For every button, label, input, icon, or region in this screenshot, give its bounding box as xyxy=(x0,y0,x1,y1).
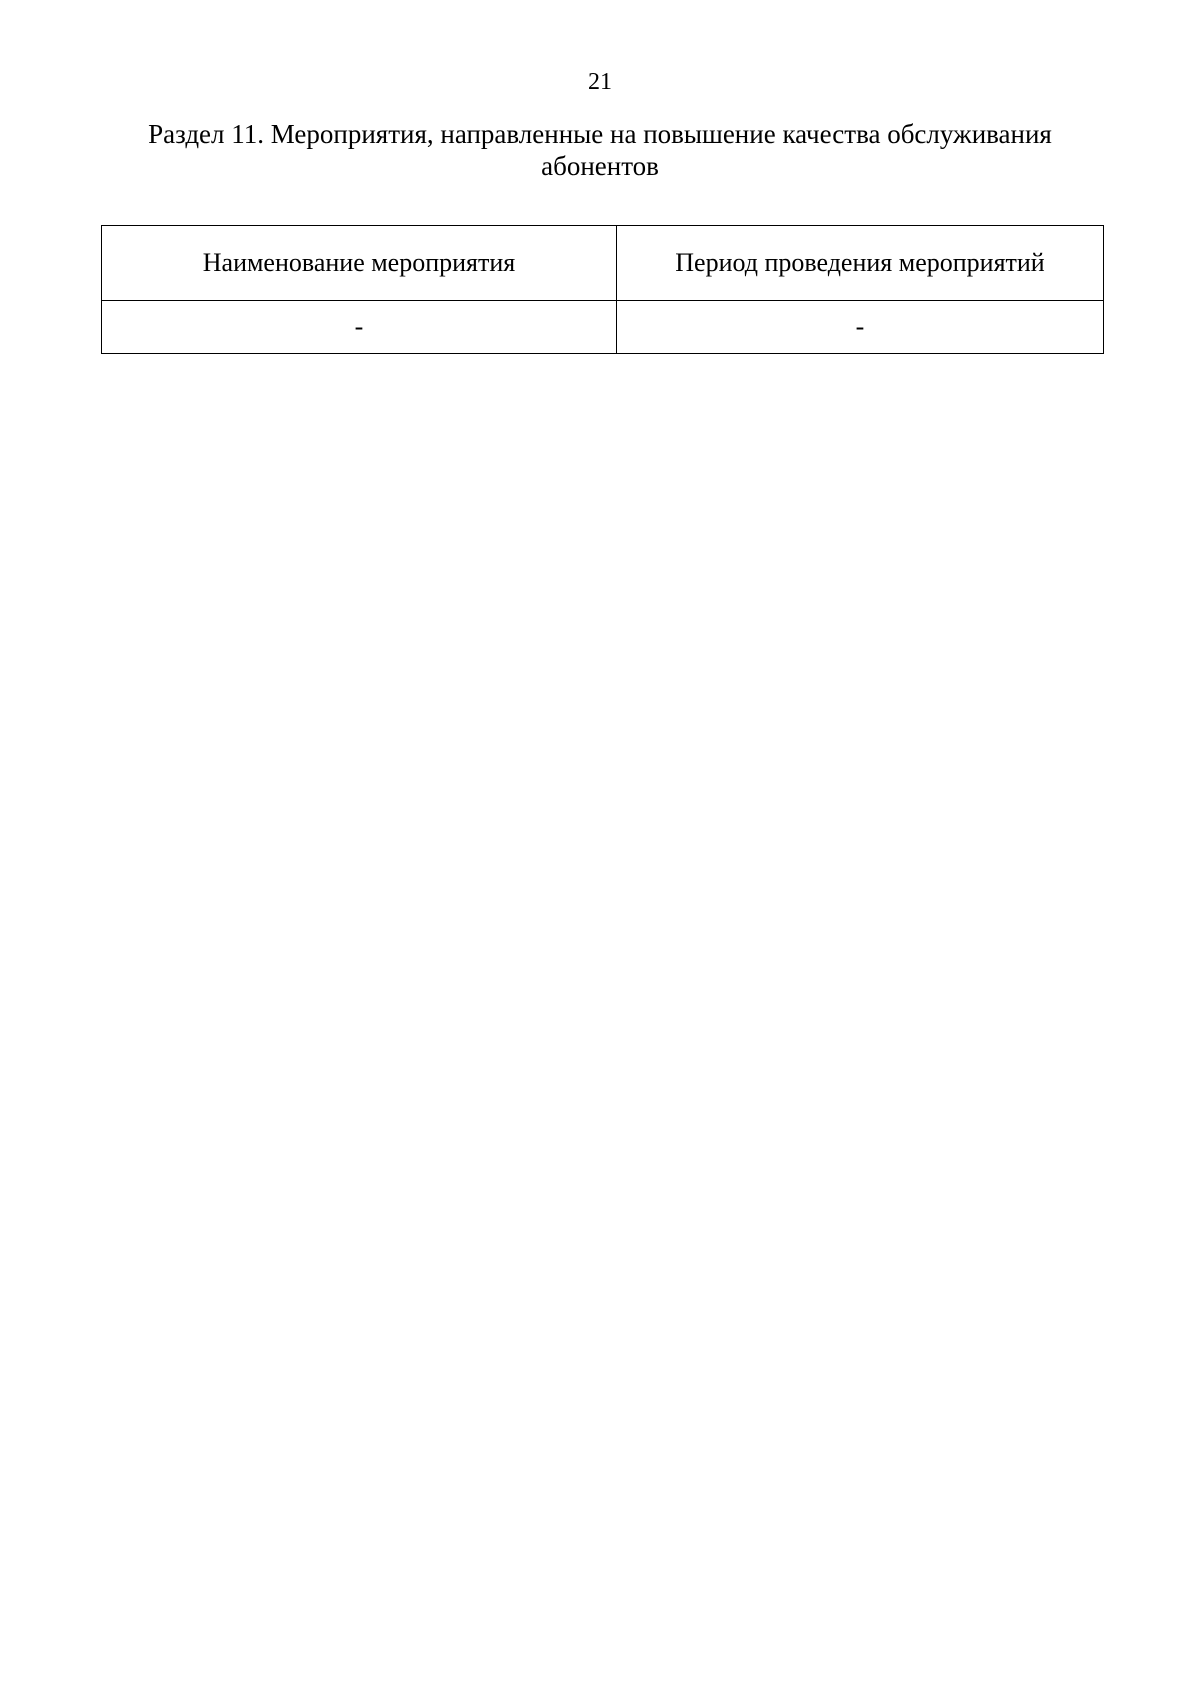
section-title xyxy=(100,118,1100,182)
table-cell-event-name: - xyxy=(102,301,617,354)
section-title-line-1: Раздел 11. Мероприятия, направленные на повышение качества обслуживания xyxy=(148,119,1052,149)
table-header-row xyxy=(102,226,1104,301)
table-row xyxy=(102,301,1104,354)
section-title-line-2: абонентов xyxy=(541,151,659,181)
table-cell-event-period: - xyxy=(617,301,1104,354)
events-table xyxy=(101,225,1104,354)
page-number: 21 xyxy=(588,69,612,95)
column-header-event-name: Наименование мероприятия xyxy=(102,226,617,301)
column-header-event-period: Период проведения мероприятий xyxy=(617,226,1104,301)
